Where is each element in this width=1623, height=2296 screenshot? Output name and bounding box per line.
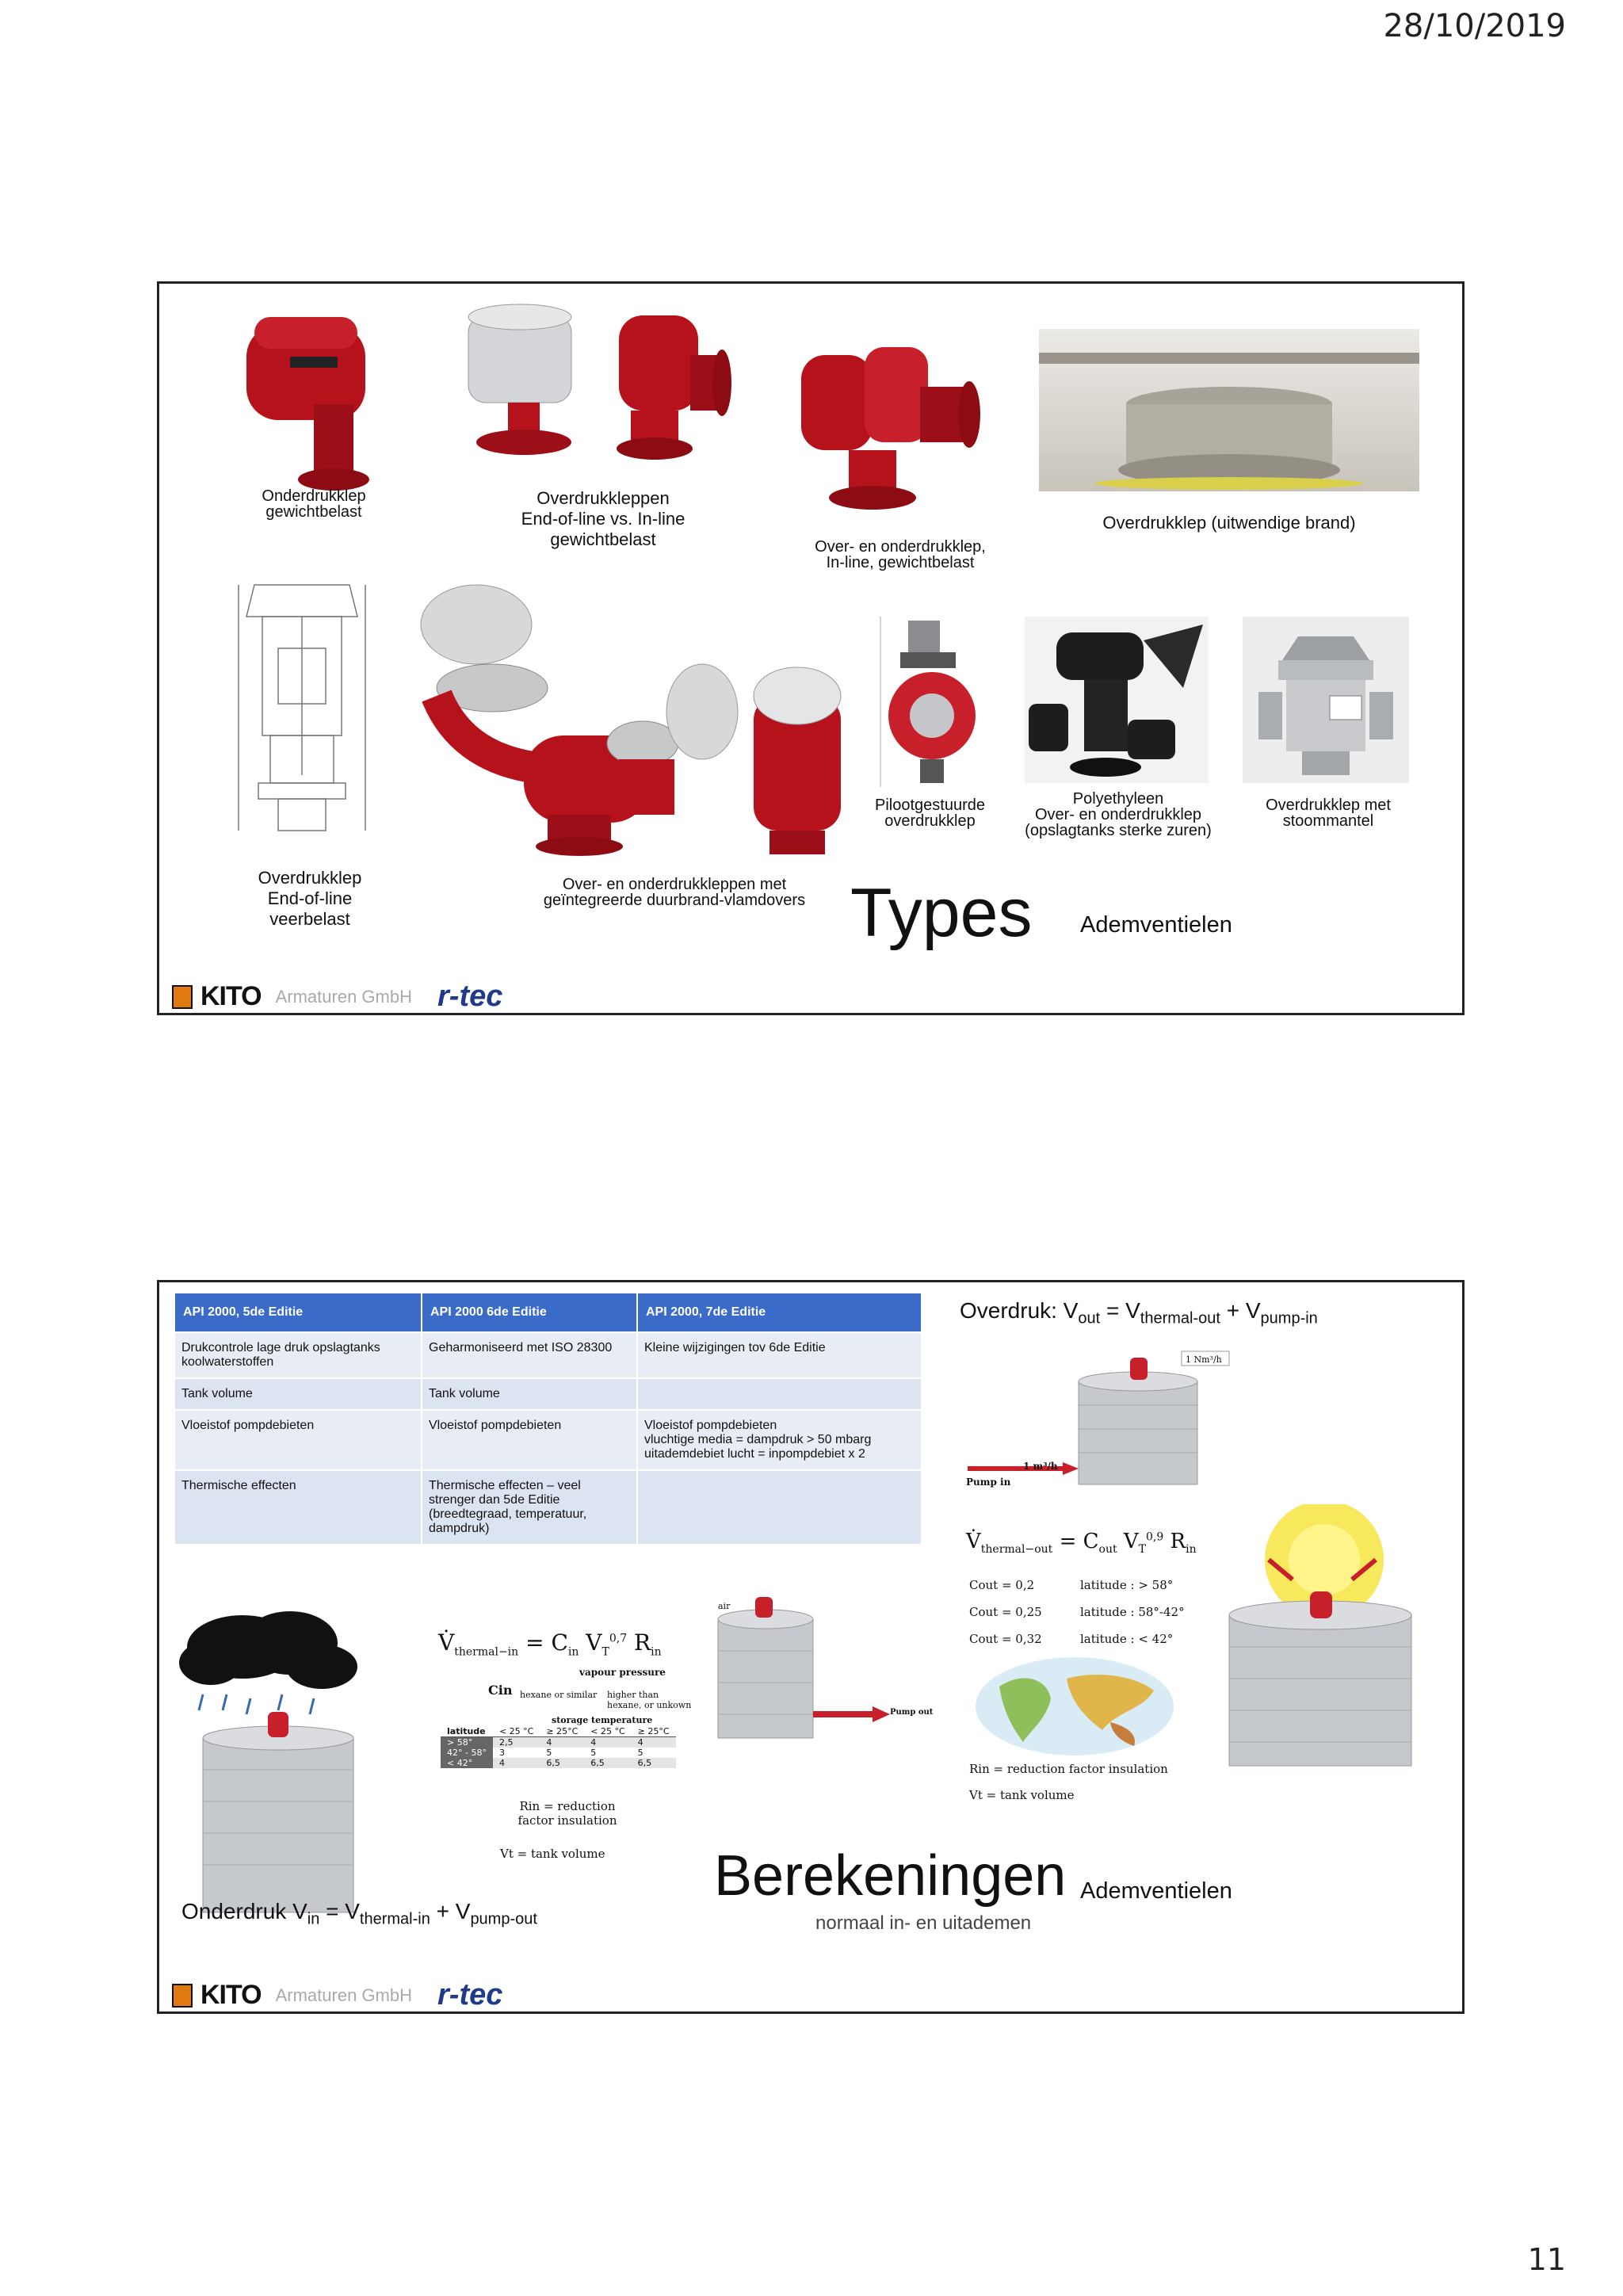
slide-types bbox=[157, 281, 1465, 1015]
caption-veerbelast: Overdrukklep End-of-line veerbelast bbox=[258, 868, 362, 929]
slide-berekeningen bbox=[157, 1280, 1465, 2014]
stoommantel-photo bbox=[1243, 617, 1409, 783]
cin-table-cell: 4 bbox=[590, 1737, 597, 1748]
air-label: air bbox=[718, 1601, 731, 1611]
latitude-list: latitude : > 58° latitude : 58°-42° latitude : < 42° bbox=[1080, 1578, 1185, 1646]
rtec-logo: r-tec bbox=[437, 980, 503, 1013]
logo-bar bbox=[172, 980, 502, 1014]
kito-logo: KITO bbox=[200, 1980, 262, 2010]
cin-table-cell: 4 bbox=[637, 1737, 643, 1748]
header-date: 28/10/2019 bbox=[1383, 8, 1566, 44]
overdrukkleppen-image bbox=[460, 300, 746, 490]
caption-over-onderdrukklep-inline: Over- en onderdrukklep, In-line, gewichtbelast bbox=[815, 538, 986, 571]
slide-title-berekeningen: Berekeningen bbox=[714, 1844, 1067, 1908]
table-cell: Thermische effecten bbox=[175, 1471, 421, 1544]
kito-subtitle: Armaturen GmbH bbox=[275, 986, 412, 1007]
pump-out-label: Pump out bbox=[890, 1708, 934, 1717]
table-row bbox=[175, 1379, 921, 1409]
page-number: 11 bbox=[1527, 2242, 1566, 2277]
rin-note-middle: Rin = reduction factor insulation bbox=[517, 1799, 617, 1828]
vt-note-right: Vt = tank volume bbox=[969, 1788, 1075, 1802]
uitwendige-brand-photo bbox=[1039, 329, 1419, 491]
thermal-out-formula: $V̇_{thermal-out} = C_{out}$ $V_T^{0,9}$ $R_{in}$ bbox=[966, 1530, 1197, 1557]
table-cell: Tank volume bbox=[175, 1379, 421, 1409]
cin-table-cell: ≥ 25°C bbox=[546, 1726, 579, 1736]
rin-note-right: Rin = reduction factor insulation bbox=[969, 1762, 1168, 1776]
slide-title-sub: normaal in- en uitademen bbox=[815, 1912, 1032, 1934]
table-cell: Tank volume bbox=[422, 1379, 636, 1409]
storage-temp-label: storage temperature bbox=[552, 1715, 653, 1725]
hexane-label: hexane or similar bbox=[520, 1690, 598, 1700]
cin-table-cell: 6,5 bbox=[546, 1758, 560, 1768]
cin-table-cell: 5 bbox=[590, 1748, 597, 1758]
cin-table-cell: latitude bbox=[447, 1726, 486, 1736]
table-header: API 2000, 7de Editie bbox=[638, 1293, 921, 1331]
rain-tank-image bbox=[171, 1599, 377, 1916]
cin-table-cell: 6,5 bbox=[637, 1758, 652, 1768]
slide-subtitle: Ademventielen bbox=[1080, 912, 1232, 938]
table-header: API 2000 6de Editie bbox=[422, 1293, 636, 1331]
kito-logo: KITO bbox=[200, 981, 262, 1011]
table-row bbox=[175, 1411, 921, 1469]
onderdrukklep-image bbox=[231, 309, 389, 499]
table-header: API 2000, 5de Editie bbox=[175, 1293, 421, 1331]
vlamdovers-image bbox=[405, 577, 849, 862]
cin-table-cell: ≥ 25°C bbox=[637, 1726, 670, 1736]
pump-in-label: Pump in bbox=[966, 1477, 1011, 1488]
cin-table-cell: < 42° bbox=[441, 1758, 493, 1768]
veerbelast-drawing bbox=[223, 569, 381, 862]
vapour-pressure-label: vapour pressure bbox=[579, 1667, 666, 1678]
pilot-valve-image bbox=[876, 613, 987, 795]
rtec-logo: r-tec bbox=[437, 1978, 503, 2011]
world-map-image bbox=[976, 1655, 1174, 1758]
table-cell: Vloeistof pompdebieten bbox=[175, 1411, 421, 1469]
cin-table-cell: 42° - 58° bbox=[441, 1748, 493, 1758]
table-cell bbox=[638, 1379, 921, 1409]
api-2000-table bbox=[174, 1292, 922, 1545]
cin-table-cell: < 25 °C bbox=[590, 1726, 625, 1736]
kito-subtitle: Armaturen GmbH bbox=[275, 1985, 412, 2005]
flow-top-label: 1 Nm³/h bbox=[1186, 1354, 1222, 1365]
over-onderdrukklep-inline-image bbox=[793, 339, 999, 521]
cin-table-cell: 4 bbox=[546, 1737, 552, 1748]
slide-subtitle: Ademventielen bbox=[1080, 1878, 1232, 1904]
slide-title-types: Types bbox=[850, 875, 1033, 951]
flow-pump-label: 1 m³/h bbox=[1023, 1461, 1058, 1472]
overdruk-formula: Overdruk: $V_{out} = V_{thermal-out} + V_{pump-in}$ bbox=[960, 1298, 1318, 1328]
kito-logo-icon bbox=[172, 1984, 193, 2008]
cin-table-cell: > 58° bbox=[441, 1737, 493, 1748]
table-row bbox=[175, 1471, 921, 1544]
caption-vlamdovers: Over- en onderdrukkleppen met geïntegreerde duurbrand-vlamdovers bbox=[543, 876, 806, 909]
cout-list: Cout = 0,2 Cout = 0,25 Cout = 0,32 bbox=[969, 1578, 1042, 1646]
cin-label: Cin bbox=[488, 1683, 513, 1698]
caption-onderdrukklep: Onderdrukklep gewichtbelast bbox=[262, 487, 366, 521]
caption-polyethyleen: Polyethyleen Over- en onderdrukklep (opslagtanks sterke zuren) bbox=[1025, 790, 1212, 839]
caption-stoommantel: Overdrukklep met stoommantel bbox=[1266, 797, 1391, 830]
table-cell: Drukcontrole lage druk opslagtanks koolwaterstoffen bbox=[175, 1333, 421, 1377]
pump-out-tank-image bbox=[714, 1587, 920, 1746]
table-row bbox=[175, 1333, 921, 1377]
cin-table bbox=[441, 1726, 676, 1768]
table-cell: Kleine wijzigingen tov 6de Editie bbox=[638, 1333, 921, 1377]
caption-overdrukkleppen: Overdrukkleppen End-of-line vs. In-line gewichtbelast bbox=[521, 488, 685, 549]
table-cell bbox=[638, 1471, 921, 1544]
caption-uitwendige-brand: Overdrukklep (uitwendige brand) bbox=[1102, 513, 1356, 533]
thermal-in-formula: $V̇_{thermal-in} = C_{in}$ $V_T^{0,7}$ $R_{in}$ bbox=[438, 1629, 662, 1659]
table-cell: Vloeistof pompdebieten vluchtige media = dampdruk > 50 mbarg uitademdebiet lucht = inpompdebiet x 2 bbox=[638, 1411, 921, 1469]
cin-table-cell: 5 bbox=[637, 1748, 643, 1758]
cin-table-cell: < 25 °C bbox=[498, 1726, 534, 1736]
kito-logo-icon bbox=[172, 985, 193, 1009]
higher-hexane-label: higher than hexane, or unkown bbox=[607, 1690, 692, 1710]
cin-table-cell: 6,5 bbox=[590, 1758, 605, 1768]
vt-note-middle: Vt = tank volume bbox=[500, 1847, 605, 1861]
table-cell: Vloeistof pompdebieten bbox=[422, 1411, 636, 1469]
onderdruk-formula: Onderdruk $V_{in} = V_{thermal-in} + V_{pump-out}$ bbox=[181, 1899, 537, 1928]
cin-table-cell: 2,5 bbox=[498, 1737, 514, 1748]
cin-table-cell: 3 bbox=[498, 1748, 505, 1758]
polyethyleen-photo bbox=[1025, 617, 1209, 783]
cin-table-cell: 4 bbox=[498, 1758, 505, 1768]
table-cell: Thermische effecten – veel strenger dan 5de Editie (breedtegraad, temperatuur, dampdruk) bbox=[422, 1471, 636, 1544]
sun-tank-image bbox=[1213, 1504, 1451, 1774]
caption-pilot: Pilootgestuurde overdrukklep bbox=[875, 797, 985, 830]
cin-table-cell: 5 bbox=[546, 1748, 552, 1758]
table-cell: Geharmoniseerd met ISO 28300 bbox=[422, 1333, 636, 1377]
logo-bar bbox=[172, 1978, 502, 2012]
